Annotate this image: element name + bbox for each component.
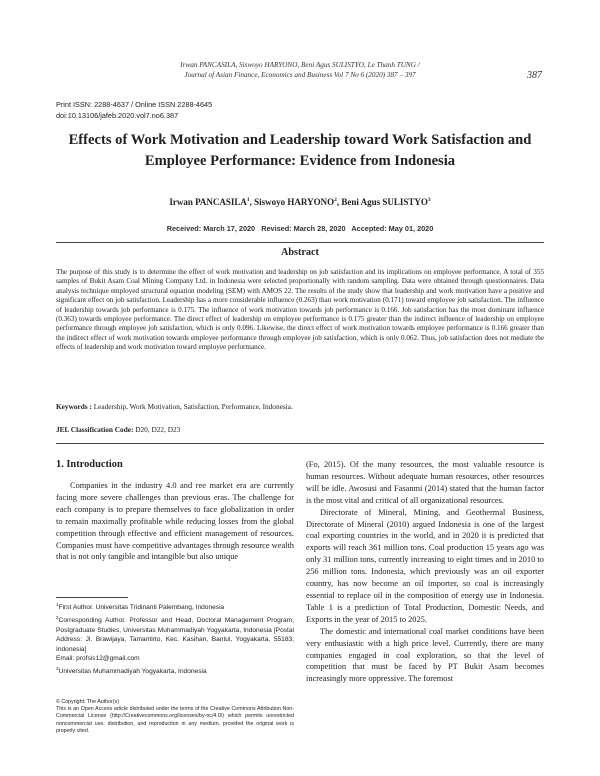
footnote-mark: 2 xyxy=(56,614,59,620)
author-separator: , xyxy=(249,197,255,207)
running-head xyxy=(0,60,600,80)
copyright-line: © Copyright: The Author(s) xyxy=(56,699,119,705)
footnotes xyxy=(56,600,294,677)
abstract-text: The purpose of this study is to determine the effect of work motivation and leadership on job satisfaction and its implications on employee performance. A total of 355 samples of Bukit Asam Coal Mining Company Ltd. in Indonesia were selected proportionally with random sampling. Data were obtained through questionnaires. Data analysis technique employed structural equation modeling (SEM) with AMOS 22. The results of the study show that leadership and work motivation have a positive and significant effect on job satisfaction. Leadership has a more considerable influence (0.263) than work motivation (0.171) toward employee job satisfaction. The influence of leadership towards job performance is 0.175. The influence of work motivation towards job performance is 0.166. Job satisfaction has the most dominant influence (0.363) towards employee performance. The direct effect of leadership on employee performance is 0.175 greater than the indirect influence of leadership on employee performance through employee job satisfaction, which is only 0.096. Likewise, the direct effect of work motivation towards employee performance is 0.166 greater than the indirect effect of work motivation towards employee performance through employee job satisfaction, which is only 0.062. Thus, job satisfaction does not mediate the effects of leadership and work motivation toward employee performance. xyxy=(56,268,544,352)
paper-title: Effects of Work Motivation and Leadership toward Work Satisfaction and Employee Performance: Evidence from Indonesia xyxy=(68,132,532,169)
body-paragraph: Directorate of Mineral, Mining, and Geothermal Business, Directorate of Mineral (2010) argued Indonesia is one of the largest coal exporting countries in the world, and in 2020 it is predicted that exports will reach 361 million tons. Coal production 15 years ago was only 31 million tons, currently increasing to eight times and in 2010 to 256 million tons. Indonesia, which previously was an oil exporter country, has now become an oil importer, so coal is increasingly essential to replace oil in the composition of energy use in Indonesia. Table 1 is a prediction of Total Production, Domestic Needs, and Exports in the year of 2015 to 2025. xyxy=(306,507,544,624)
footnote-text: Corresponding Author. Professor and Head, Doctoral Management Program, Postgraduate Studies, Universitas Muhammadiyah Yogyakarta, Indonesia [Postal Address: Jl. Brawijaya, Tamantirto, Kec. Kasihan, Bantul, Yogyakarta, 55183, Indonesia] xyxy=(56,616,294,653)
body-paragraph: Companies in the industry 4.0 and ree market era are currently facing more severe challenges than previous eras. The challenge for each company is to prepare themselves to face globalization in order to remain maximally profitable while reducing losses from the global competition through effective and efficient management of resources. Companies must have competitive advantages through resource wealth that is not only tangible and intangible but also unique xyxy=(56,481,294,562)
right-column xyxy=(306,459,544,685)
footnote-rule xyxy=(56,597,128,598)
issn-block xyxy=(56,99,212,121)
body-paragraph: (Fo, 2015). Of the many resources, the most valuable resource is human resources. Without adequate human resources, other resources will be idle. Awosusi and Fasanmi (2014) stated that the human factor is the most vital and critical of all organizational resources. xyxy=(306,460,544,505)
issn-line: Print ISSN: 2288-4637 / Online ISSN 2288-4645 xyxy=(56,100,213,109)
footnote-corresponding-author xyxy=(56,613,294,655)
running-head-journal: Journal of Asian Finance, Economics and Business Vol 7 No 6 (2020) 387 – 397 xyxy=(184,71,416,79)
author-affiliation-mark: 3 xyxy=(427,197,431,203)
doi-line: doi:10.13106/jafeb.2020.vol7.no6.387 xyxy=(56,111,179,120)
footnote-email xyxy=(56,654,294,664)
copyright-notice xyxy=(56,699,294,735)
keywords-text: Leadership, Work Motivation, Satisfaction, Performance, Indonesia. xyxy=(91,402,293,411)
author-affiliation-mark: 2 xyxy=(334,197,337,203)
author-list xyxy=(0,197,600,207)
keywords-label: Keywords : xyxy=(56,402,92,411)
footnote-text: First Author. Universitas Tridinanti Palembang, Indonesia xyxy=(58,604,225,612)
license-text: This is an Open Access article distributed under the terms of the Creative Commons Attribution Non-Commercial License (http://Creativecommons.org/licenses/by-nc/4.0/) which permits unrestricted noncommercial use, distribution, and reproduction in any medium, provided the original work is properly cited. xyxy=(56,706,294,734)
body-paragraph: The domestic and international coal market conditions have been very enthusiastic with a high price level. Currently, there are many companies engaged in coal exploration, so that the level of competition that must be faced by PT Bukit Asam becomes increasingly more oppressive. The foremost xyxy=(306,626,544,684)
footnote-text: Email: profsis12@gmail.com xyxy=(56,655,140,663)
author-name: Irwan PANCASILA xyxy=(169,197,247,207)
footnote-text: Universitas Muhammadiyah Yogyakarta, Indonesia xyxy=(58,668,207,676)
jel-label: JEL Classification Code: xyxy=(56,425,134,434)
left-column xyxy=(56,480,294,563)
jel-codes: D20, D22, D23 xyxy=(133,425,181,434)
author-affiliation-mark: 1 xyxy=(246,197,250,203)
footnote-first-author xyxy=(56,600,294,613)
keywords-line xyxy=(56,402,544,411)
submission-dates: Received: March 17, 2020 Revised: March 28, 2020 Accepted: May 01, 2020 xyxy=(166,224,434,233)
author-name: Beni Agus SULISTYO xyxy=(341,197,428,207)
abstract-top-rule xyxy=(56,242,544,243)
footnote-mark: 1 xyxy=(56,602,59,607)
footnote-mark: 3 xyxy=(56,665,59,671)
running-head-authors: Irwan PANCASILA, Siswoyo HARYONO, Beni Agus SULISTYO, Le Thanh TUNG / xyxy=(180,61,420,69)
header-bottom-rule xyxy=(56,443,544,444)
author-name: Siswoyo HARYONO xyxy=(254,197,335,207)
abstract-heading: Abstract xyxy=(281,247,319,258)
footnote-third-author xyxy=(56,664,294,677)
introduction-heading: 1. Introduction xyxy=(56,459,123,470)
page-number: 387 xyxy=(527,70,542,81)
jel-line xyxy=(56,425,544,434)
author-separator: , xyxy=(336,197,342,207)
